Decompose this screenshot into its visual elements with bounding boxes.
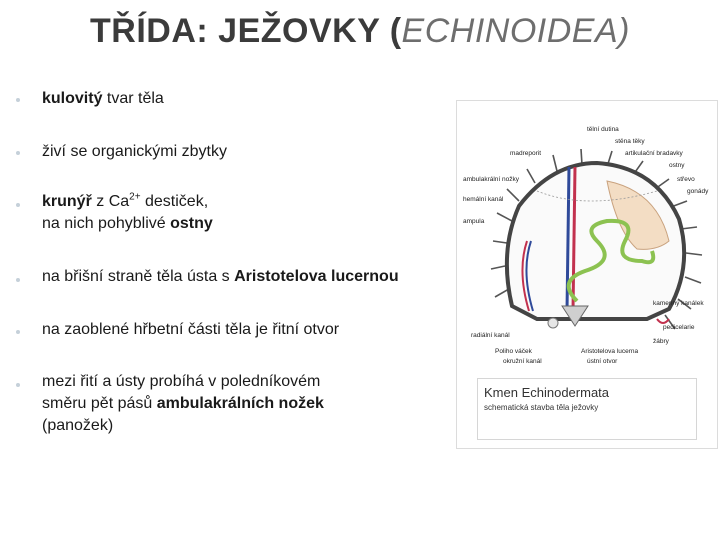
bullet-bold: kulovitý: [42, 90, 103, 107]
label-mouth: ústní otvor: [587, 358, 618, 365]
gills: [657, 319, 669, 323]
label-body-cavity: tělní dutina: [587, 126, 619, 133]
label-stone-canal: kamenný kanálek: [653, 300, 704, 307]
label-gonads: gonády: [687, 188, 709, 195]
stone-canal: [573, 167, 575, 311]
bullet-item: [42, 88, 164, 110]
bullet-item: [42, 371, 324, 437]
bullet-bold: Aristotelova lucernou: [234, 268, 399, 285]
bullet-marker: [16, 278, 20, 282]
bullet-text: destiček,: [140, 193, 209, 210]
label-lantern: Aristotelova lucerna: [581, 348, 639, 355]
label-tube-feet: ambulakrální nožky: [463, 176, 519, 183]
caption-title: Kmen Echinodermata: [484, 385, 610, 400]
label-intestine: střevo: [677, 176, 695, 183]
label-tubercles: artikulační bradavky: [625, 150, 683, 157]
label-spines: ostny: [669, 162, 685, 169]
bullet-marker: [16, 151, 20, 155]
title-main: TŘÍDA: JEŽOVKY (: [90, 12, 402, 50]
label-pedicellaria: pedicelarie: [663, 324, 695, 331]
label-madreporite: madreporit: [510, 150, 542, 157]
bullet-text: na nich pohyblivé: [42, 215, 171, 232]
bullet-text: tvar těla: [102, 90, 164, 107]
bullet-marker: [16, 203, 20, 207]
label-hemal-canal: hemální kanál: [463, 196, 504, 203]
caption-subtitle: schematická stavba těla ježovky: [484, 403, 599, 412]
bullet-item: [42, 141, 227, 163]
label-poli-vesicle: Poliho váček: [495, 348, 532, 355]
poli-vesicle: [548, 318, 558, 328]
label-radial-canal: radiální kanál: [471, 332, 510, 339]
sea-urchin-figure: [456, 100, 718, 449]
bullet-bold: ostny: [170, 215, 213, 232]
bullet-marker: [16, 98, 20, 102]
bullet-text: (panožek): [42, 417, 114, 434]
bullet-item: [42, 319, 339, 341]
bullet-text: z Ca: [91, 193, 130, 210]
bullet-text: živí se organickými zbytky: [42, 143, 227, 160]
bullet-text: směru pět pásů: [42, 395, 157, 412]
bullet-bold: ambulakrálních nožek: [156, 395, 324, 412]
label-ring-canal: okružní kanál: [503, 358, 542, 365]
bullet-text: mezi řití a ústy probíhá v poledníkovém: [42, 373, 321, 390]
bullet-marker: [16, 383, 20, 387]
bullet-item: [42, 191, 213, 235]
bullet-text: na zaoblené hřbetní části těla je řitní otvor: [42, 321, 340, 338]
bullet-item: [42, 266, 399, 288]
bullet-superscript: 2+: [129, 191, 141, 203]
bullet-bold: krunýř: [42, 193, 92, 210]
label-test-wall: stěna těky: [615, 138, 645, 145]
title-close-paren: ): [618, 12, 630, 50]
figure-caption: [477, 378, 697, 440]
bullet-text: na břišní straně těla ústa s: [42, 268, 235, 285]
title-latin: ECHINOIDEA: [401, 12, 619, 50]
bullet-marker: [16, 330, 20, 334]
label-ampulla: ampula: [463, 218, 485, 225]
label-gills: žábry: [653, 338, 669, 345]
